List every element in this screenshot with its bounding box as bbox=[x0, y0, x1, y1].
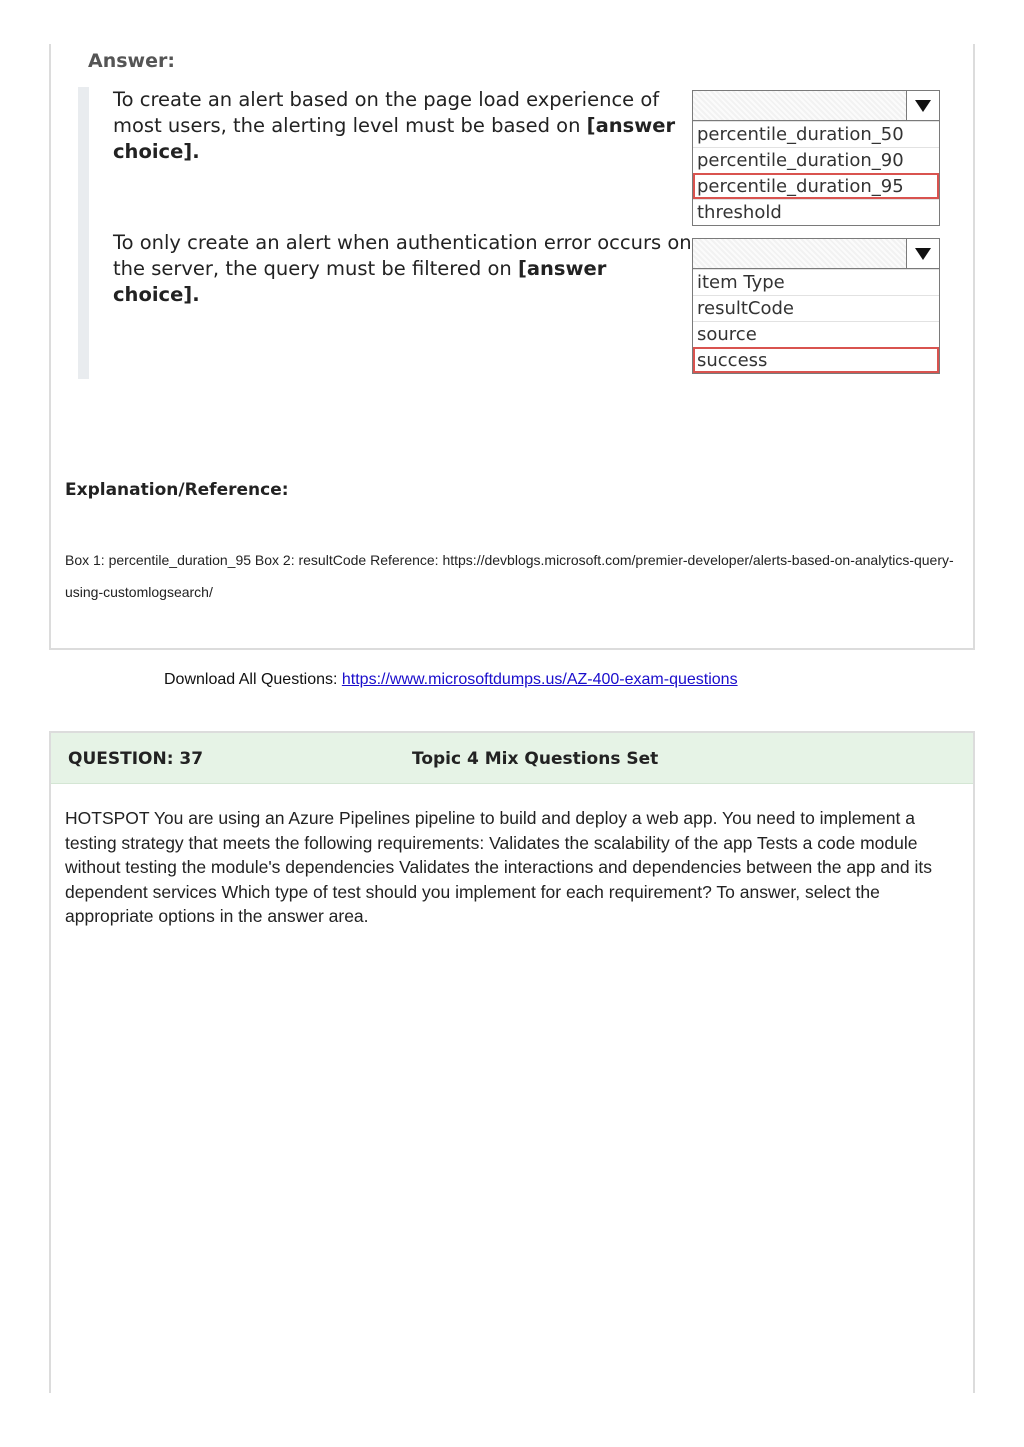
answer-prompt-2-text: To only create an alert when authentication error occurs on the server, the query must be filtered on bbox=[113, 231, 692, 280]
answer-dropdown-1[interactable] bbox=[692, 90, 940, 226]
question-body: HOTSPOT You are using an Azure Pipelines pipeline to build and deploy a web app. You need to implement a testing strategy that meets the following requirements: Validates the scalability of the app Tests a code module without testing the module's dependencies Validates the interactions and dependencies between the app and its dependent services Which type of test should you implement for each requirement? To answer, select the appropriate options in the answer area. bbox=[65, 808, 932, 926]
question-header bbox=[51, 733, 973, 784]
answer-area-image bbox=[78, 87, 950, 379]
dropdown-2-chevron-down-icon[interactable] bbox=[906, 239, 939, 268]
answer-dropdown-2[interactable] bbox=[692, 238, 940, 374]
dropdown-2-header[interactable] bbox=[693, 239, 939, 269]
answer-label: Answer: bbox=[88, 50, 175, 72]
answer-prompt-1 bbox=[113, 87, 693, 165]
answer-area-sidebar bbox=[78, 87, 89, 379]
dropdown-1-option[interactable]: percentile_duration_50 bbox=[693, 121, 939, 147]
answer-prompt-2 bbox=[113, 230, 693, 308]
dropdown-1-option[interactable]: percentile_duration_90 bbox=[693, 147, 939, 173]
answer-prompt-1-choice: [answer choice]. bbox=[113, 114, 676, 163]
download-label: Download All Questions: bbox=[164, 671, 342, 688]
download-line bbox=[164, 671, 738, 689]
dropdown-2-option[interactable]: item Type bbox=[693, 269, 939, 295]
dropdown-1-option-selected[interactable]: percentile_duration_95 bbox=[693, 173, 939, 199]
explanation-body: Box 1: percentile_duration_95 Box 2: resultCode Reference: https://devblogs.microsoft.com/premier-developer/alerts-based-on-analytics-query-using-customlogsearch/ bbox=[65, 552, 954, 600]
dropdown-2-option[interactable]: source bbox=[693, 321, 939, 347]
explanation-title: Explanation/Reference: bbox=[65, 480, 289, 500]
dropdown-1-chevron-down-icon[interactable] bbox=[906, 91, 939, 120]
question-topic: Topic 4 Mix Questions Set bbox=[412, 749, 659, 769]
answer-prompt-1-text: To create an alert based on the page load experience of most users, the alerting level must be based on bbox=[113, 88, 660, 137]
question-number: QUESTION: 37 bbox=[68, 749, 204, 769]
dropdown-1-header[interactable] bbox=[693, 91, 939, 121]
dropdown-2-option-selected[interactable]: success bbox=[693, 347, 939, 373]
answer-prompt-2-choice: [answer choice]. bbox=[113, 257, 607, 306]
dropdown-2-option[interactable]: resultCode bbox=[693, 295, 939, 321]
dropdown-1-option[interactable]: threshold bbox=[693, 199, 939, 225]
download-link[interactable]: https://www.microsoftdumps.us/AZ-400-exam-questions bbox=[341, 671, 738, 688]
